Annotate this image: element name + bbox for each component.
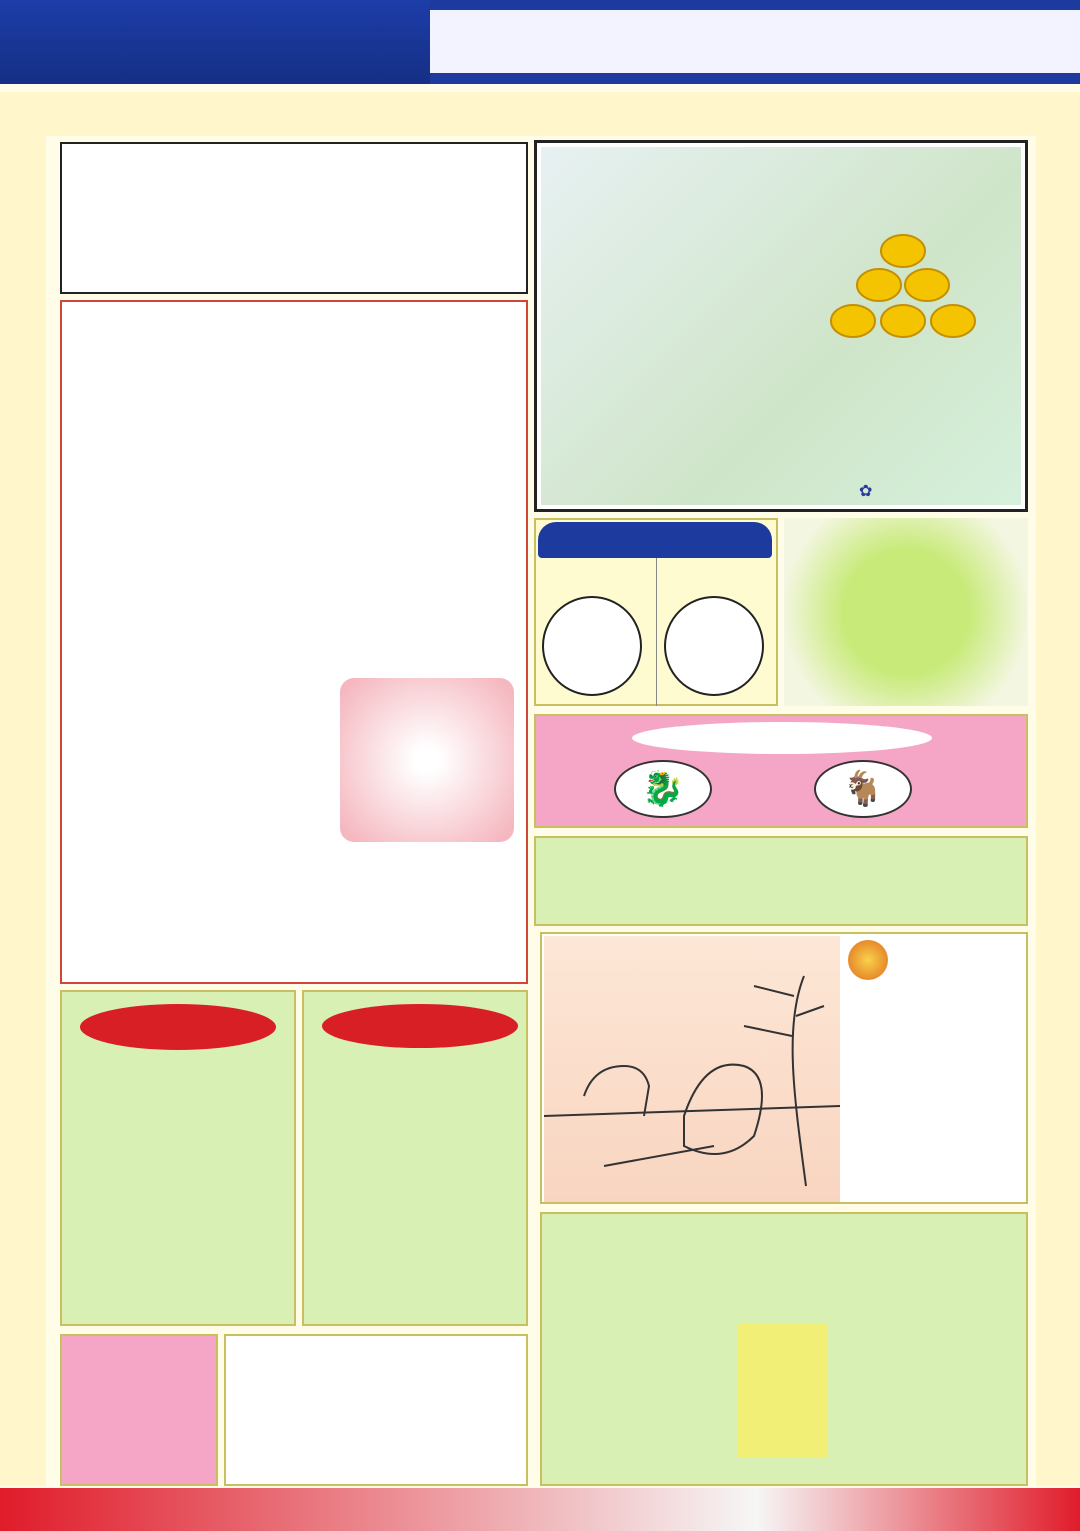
logo-mark — [859, 483, 884, 499]
header-bar — [0, 0, 1080, 84]
gold-panel — [224, 1334, 528, 1486]
almanac-panel — [540, 1212, 1028, 1486]
forecast-label — [80, 1004, 276, 1050]
special-odd — [664, 596, 764, 696]
border-right-marks — [1042, 136, 1072, 1486]
zodiac-panel — [540, 932, 1028, 1204]
special-panel — [534, 518, 778, 706]
handwritten-box — [340, 678, 514, 842]
gold-ingots-icon — [823, 229, 983, 359]
poem-label — [322, 1004, 518, 1048]
goat-icon: 🐐 — [814, 760, 912, 818]
flower-icon: ✿ — [859, 481, 873, 500]
forecast-panel — [60, 990, 296, 1326]
meeting-panel — [60, 300, 528, 984]
dragon-icon: 🐉 — [614, 760, 712, 818]
sage-illustration — [544, 936, 840, 1202]
header-right-area — [430, 10, 1080, 76]
poem-panel — [302, 990, 528, 1326]
treasure-badge-icon — [848, 940, 888, 980]
lottery-balls-icon — [541, 363, 731, 507]
numbers-panel — [534, 836, 1028, 926]
counter-panel — [60, 1334, 218, 1486]
illustration-bg — [544, 936, 840, 1202]
border-top-marks — [8, 102, 1072, 128]
special-label — [538, 522, 772, 558]
special-divider — [656, 558, 657, 706]
header-left-strip — [0, 0, 430, 84]
lucky-panel — [534, 714, 1028, 828]
border-left-marks — [10, 136, 40, 1486]
lucky-label — [632, 722, 932, 754]
logo-panel — [534, 140, 1028, 512]
gate-table-panel — [60, 142, 528, 294]
bottom-strip — [0, 1488, 1080, 1531]
almanac-stamp — [738, 1324, 828, 1458]
special-big — [542, 596, 642, 696]
green-glow-image — [784, 518, 1028, 706]
